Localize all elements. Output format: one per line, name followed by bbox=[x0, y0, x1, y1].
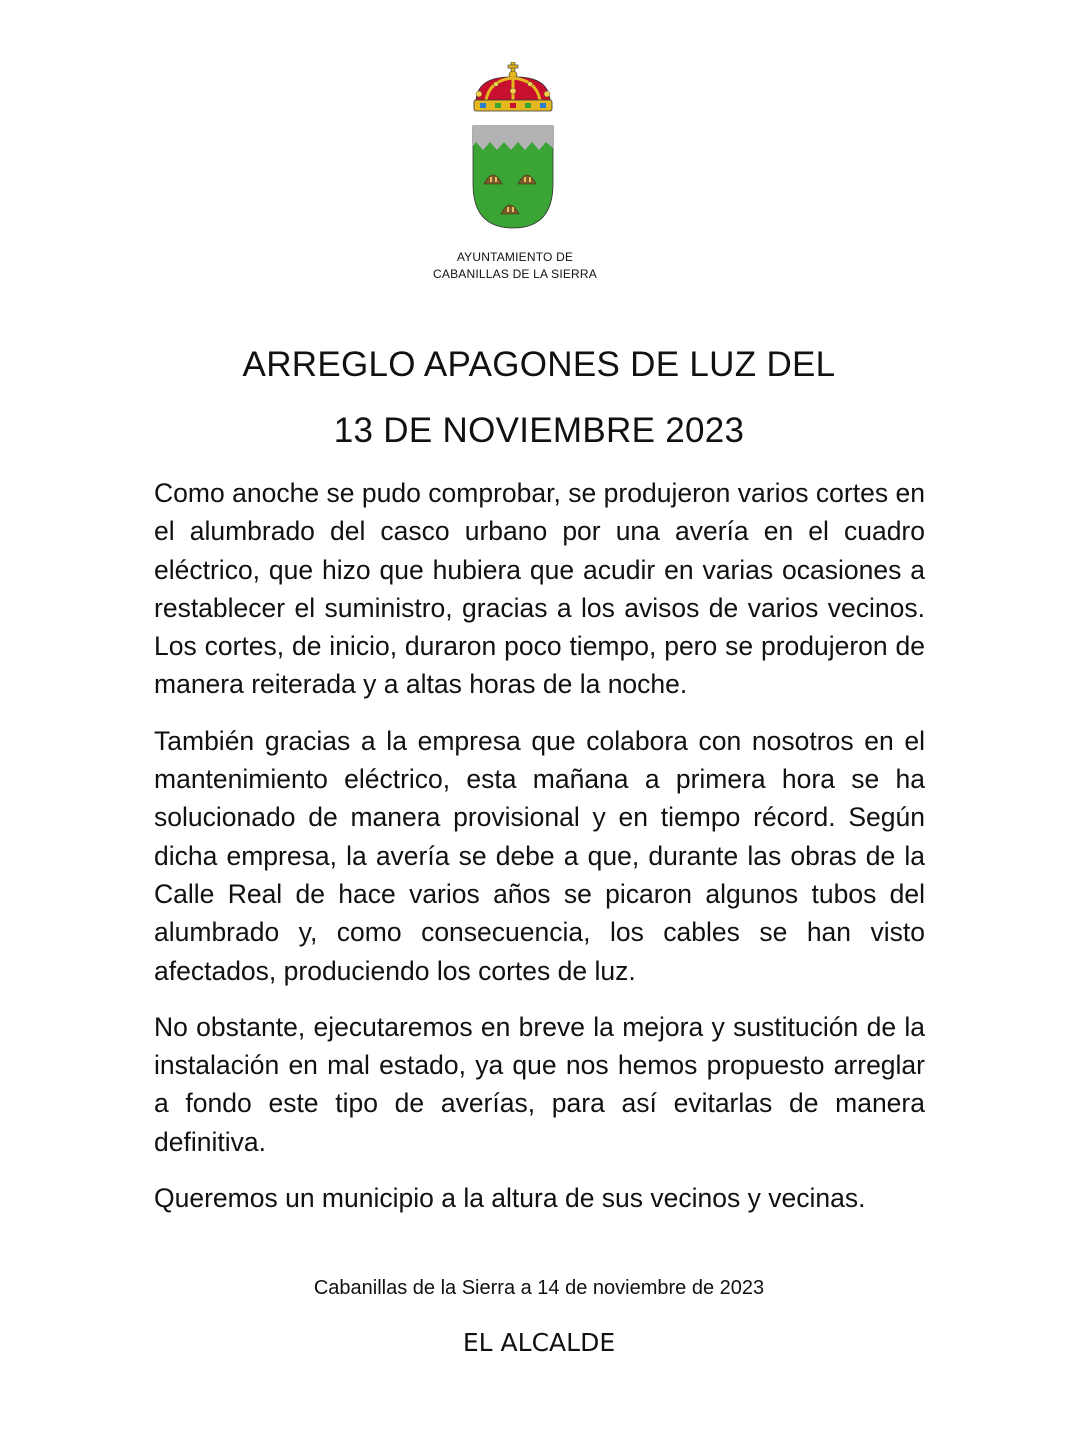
notice-title-line-2: 13 DE NOVIEMBRE 2023 bbox=[333, 411, 745, 450]
notice-body bbox=[154, 474, 925, 1235]
notice-title-line-1: ARREGLO APAGONES DE LUZ DEL bbox=[242, 345, 836, 384]
org-line-2: CABANILLAS DE LA SIERRA bbox=[433, 267, 597, 281]
body-paragraph-2: También gracias a la empresa que colabora con nosotros en el mantenimiento eléctrico, esta mañana a primera hora se ha solucionado de manera provisional y en tiempo récord. Según dicha empresa, la avería se debe a que, durante las obras de la Calle Real de hace varios años se picaron algunos tubos del alumbrado y, como consecuencia, los cables se han visto afectados, produciendo los cortes de luz. bbox=[154, 725, 925, 986]
municipal-coat-of-arms-icon bbox=[466, 62, 560, 232]
body-paragraph-1: Como anoche se pudo comprobar, se produjeron varios cortes en el alumbrado del casco urbano por una avería en el cuadro eléctrico, que hizo que hubiera que acudir en varias ocasiones a restablecer el suministro, gracias a los avisos de varios vecinos. Los cortes, de inicio, duraron poco tiempo, pero se produjeron de manera reiterada y a altas horas de la noche. bbox=[154, 478, 925, 700]
org-line-1: AYUNTAMIENTO DE bbox=[456, 250, 574, 264]
body-paragraph-4: Queremos un municipio a la altura de sus vecinos y vecinas. bbox=[154, 1183, 866, 1214]
dateline: Cabanillas de la Sierra a 14 de noviembre de 2023 bbox=[313, 1277, 765, 1299]
signature: EL ALCALDE bbox=[462, 1328, 616, 1357]
body-paragraph-3: No obstante, ejecutaremos en breve la mejora y sustitución de la instalación en mal estado, ya que nos hemos propuesto arreglar a fondo este tipo de averías, para así evitarlas de manera definitiva. bbox=[154, 1011, 925, 1157]
municipality-name bbox=[0, 249, 1030, 283]
